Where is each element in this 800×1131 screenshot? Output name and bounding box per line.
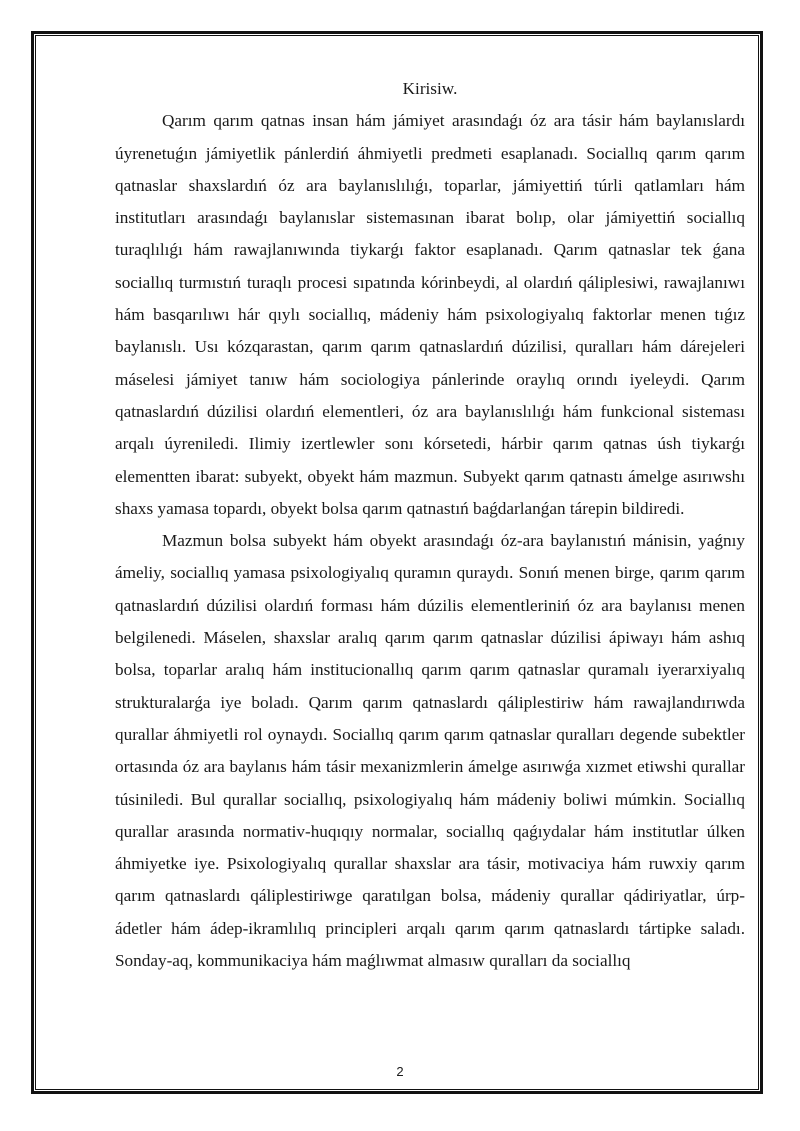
- page-number: 2: [396, 1064, 404, 1079]
- paragraph: Mazmun bolsa subyekt hám obyekt arasındaǵı óz-ara baylanıstıń mánisin, yaǵnıy ámeliy, sociallıq yamasa psixologiyalıq quramın quraydı. Sonıń menen birge, qarım qarım qatnaslardıń dúzilisi olardıń forması hám dúzilis elementleriniń óz ara baylanısı menen belgilenedi. Máselen, shaxslar aralıq qarım qarım qatnaslar dúzilisi ápiwayı hám ashıq bolsa, toparlar aralıq hám institucionallıq qarım qarım qatnaslar quramalı iyerarxiyalıq strukturalarǵa iye boladı. Qarım qarım qatnaslardı qáliplestiriw hám rawajlandırıwda qurallar áhmiyetli rol oynaydı. Sociallıq qarım qarım qatnaslar quralları degende subektler ortasında óz ara baylanıs hám tásir mexanizmlerin ámelge asırıwǵa xızmet etiwshi qurallar túsiniledi. Bul qurallar sociallıq, psixologiyalıq hám mádeniy boliwi múmkin. Sociallıq qurallar arasında normativ-huqıqıy normalar, sociallıq qaǵıydalar hám institutlar úlken áhmiyetke iye. Psixologiyalıq qurallar shaxslar ara tásir, motivaciya hám ruwxiy qarım qarım qatnaslardı qáliplestiriwge qaratılgan bolsa, mádeniy qurallar qádiriyatlar, úrp-ádetler hám ádep-ikramlılıq principleri arqalı qarım qarım qatnaslardı tártipke saladı. Sonday-aq, kommunikaciya hám maǵlıwmat almasıw quralları da sociallıq: [115, 531, 745, 971]
- paragraph: Qarım qarım qatnas insan hám jámiyet arasındaǵı óz ara tásir hám baylanıslardı úyrenetuǵın jámiyetlik pánlerdiń áhmiyetli predmeti esaplanadı. Sociallıq qarım qarım qatnaslar shaxslardıń óz ara baylanıslılıǵı, toparlar, jámiyettiń túrli qatlamları hám institutları arasındaǵı baylanıslar sistemasınan ibarat bolıp, olar jámiyettiń sociallıq turaqlılıǵı hám rawajlanıwında tiykarǵı faktor esaplanadı. Qarım qatnaslar tek ǵana sociallıq turmıstıń turaqlı procesi sıpatında kórinbeydi, al olardıń qáliplesiwi, rawajlanıwı hám basqarılıwı hár qıylı sociallıq, mádeniy hám psixologiyalıq faktorlar menen tıǵız baylanıslı. Usı kózqarastan, qarım qarım qatnaslardıń dúzilisi, quralları hám dárejeleri máselesi jámiyet tanıw hám sociologiya pánlerinde oraylıq orındı iyeleydi. Qarım qatnaslardıń dúzilisi olardıń elementleri, óz ara baylanıslılıǵı hám funkcional sisteması arqalı úyreniledi. Ilimiy izertlewler sonı kórsetedi, hárbir qarım qatnas úsh tiykarǵı elementten ibarat: subyekt, obyekt hám mazmun. Subyekt qarım qatnastı ámelge asırıwshı shaxs yamasa topardı, obyekt bolsa qarım qatnastıń baǵdarlanǵan tárepin bildiredi.: [115, 111, 745, 518]
- document-body: [115, 73, 745, 977]
- document-title: Kirisiw.: [402, 79, 458, 98]
